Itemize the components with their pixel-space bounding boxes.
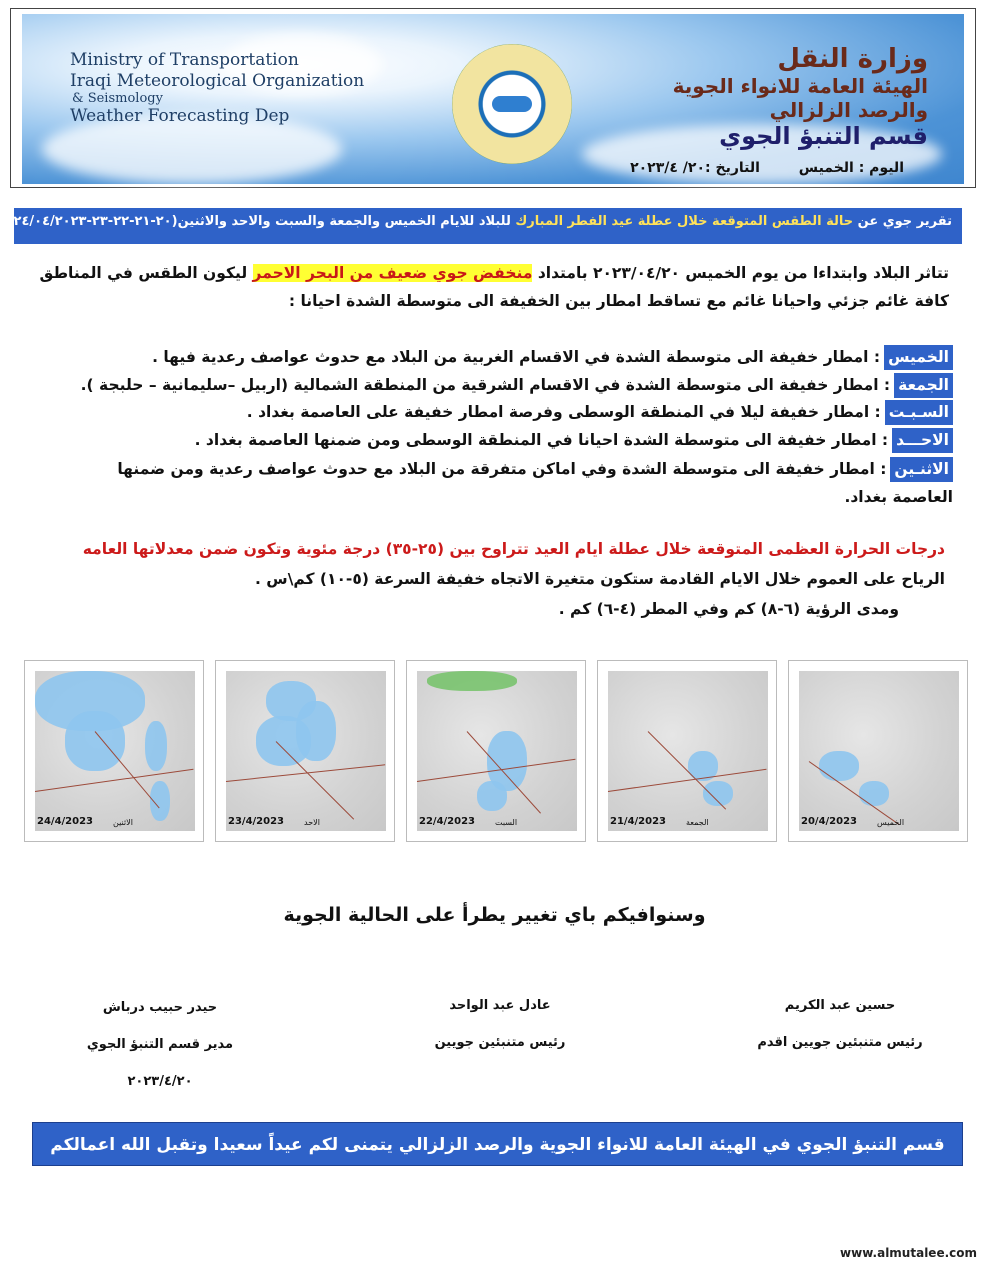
organization-label: Iraqi Meteorological Organization xyxy=(70,71,365,91)
temperature-line: درجات الحرارة العظمى المتوقعة خلال عطلة ايام العيد تتراوح بين (٢٥-٣٥) درجة مئوية وتكون ضمن معدلاتها العامه xyxy=(82,540,945,558)
report-prefix: تقرير جوي عن xyxy=(857,214,952,229)
english-title-block xyxy=(70,50,364,127)
report-suffix: للبلاد للايام الخميس والجمعة والسبت والاحد والاثنين(٢٠-٢١-٢٢-٢٣-٢٤/٠٤/٢٠٢٣ ) xyxy=(3,214,511,229)
visibility-line: ومدى الرؤية (٦-٨) كم وفي المطر (٤-٦) كم . xyxy=(558,600,899,618)
day-row-sunday xyxy=(33,428,953,453)
day-label-saturday: السـبـت xyxy=(885,400,953,425)
forecast-map xyxy=(597,660,777,842)
footer-greeting-bar: قسم التنبؤ الجوي في الهيئة العامة للانواء الجوية والرصد الزلزالي يتمنى لكم عيداً سعيدا وتقبل الله اعمالكم xyxy=(32,1122,963,1166)
intro-part-1: تتاثر البلاد وابتداءا من يوم الخميس ٢٠٢٣/٠٤/٢٠ بامتداد xyxy=(537,264,949,282)
forecast-map xyxy=(406,660,586,842)
day-label-thursday: الخميس xyxy=(884,345,953,370)
signature-middle xyxy=(400,998,600,1072)
signature-name: حسين عبد الكريم xyxy=(784,998,896,1013)
day-label-monday: الاثنـين xyxy=(890,457,953,482)
day-text-thursday: : امطار خفيفة الى متوسطة الشدة في الاقسام الغربية من البلاد مع حدوث عواصف رعدية فيها . xyxy=(152,348,881,366)
day-row-friday xyxy=(33,373,953,398)
map-date: 24/4/2023 xyxy=(37,816,94,827)
ministry-label: Ministry of Transportation xyxy=(70,50,299,70)
organization-logo-icon xyxy=(452,44,572,164)
day-text-sunday: : امطار خفيفة الى متوسطة الشدة احيانا في المنطقة الوسطى ومن ضمنها العاصمة بغداد . xyxy=(194,431,889,449)
rain-map-image xyxy=(226,671,386,831)
report-title-bar xyxy=(3,208,962,244)
signature-date: ٢٠٢٣/٤/٢٠ xyxy=(127,1074,193,1089)
map-day: الخميس xyxy=(877,818,905,827)
seismology-label-ar: والرصد الزلزالي xyxy=(769,98,928,122)
day-label: اليوم : الخميس xyxy=(798,160,904,176)
ministry-label-ar: وزارة النقل xyxy=(777,44,928,74)
intro-line-1 xyxy=(29,262,949,284)
organization-label-ar: الهيئة العامة للانواء الجوية xyxy=(672,74,928,98)
day-text-friday: : امطار خفيفة الى متوسطة الشدة في الاقسام الشرقية من المنطقة الشمالية (اربيل –سليمانية – حلبجة ). xyxy=(80,376,891,394)
signature-director xyxy=(60,1000,260,1111)
signature-title: مدير قسم التنبؤ الجوي xyxy=(86,1037,234,1052)
forecast-map xyxy=(788,660,968,842)
signature-right xyxy=(740,998,940,1072)
wind-line: الرياح على العموم خلال الايام القادمة ستكون متغيرة الاتجاه خفيفة السرعة (٥-١٠) كم\س . xyxy=(255,570,945,588)
map-day: الاحد xyxy=(304,818,320,827)
rain-map-image xyxy=(417,671,577,831)
signature-title: رئيس متنبئين جويين xyxy=(434,1035,566,1050)
forecast-map xyxy=(24,660,204,842)
signature-name: حيدر حبيب درباش xyxy=(102,1000,218,1015)
forecast-maps xyxy=(24,660,968,842)
header-banner xyxy=(22,14,964,184)
day-row-thursday xyxy=(33,345,953,370)
day-label-sunday: الاحـــد xyxy=(892,428,953,453)
watermark: www.almutalee.com xyxy=(840,1246,977,1260)
intro-line-2: كافة غائم جزئي واحيانا غائم مع تساقط امطار بين الخفيفة الى متوسطة الشدة احيانا : xyxy=(288,292,949,310)
map-date: 22/4/2023 xyxy=(419,816,476,827)
report-highlight: حالة الطقس المتوقعة خلال عطلة عيد الفطر المبارك xyxy=(515,214,854,229)
map-day: الجمعة xyxy=(686,818,709,827)
department-label-ar: قسم التنبؤ الجوي xyxy=(719,122,928,150)
date-line xyxy=(596,160,904,176)
day-text-monday: : امطار خفيفة الى متوسطة الشدة وفي اماكن متفرقة من البلاد مع حدوث عواصف رعدية ومن ضمنها xyxy=(117,460,887,478)
map-day: الاثنين xyxy=(113,818,133,827)
map-date: 20/4/2023 xyxy=(801,816,858,827)
map-date: 21/4/2023 xyxy=(610,816,667,827)
rain-map-image xyxy=(608,671,768,831)
day-continuation: العاصمة بغداد. xyxy=(844,488,953,506)
intro-part-2: ليكون الطقس في المناطق xyxy=(39,264,248,282)
day-text-saturday: : امطار خفيفة ليلا في المنطقة الوسطى وفرصة امطار خفيفة على العاصمة بغداد . xyxy=(246,403,881,421)
day-row-saturday xyxy=(33,400,953,425)
map-date: 23/4/2023 xyxy=(228,816,285,827)
intro-highlight: منخفض جوي ضعيف من البحر الاحمر xyxy=(252,264,533,282)
day-label-friday: الجمعة xyxy=(894,373,953,398)
signature-title: رئيس متنبئين جويين اقدم xyxy=(757,1035,923,1050)
closing-message: وسنوافيكم باي تغيير يطرأ على الحالية الجوية xyxy=(283,904,706,926)
department-label: Weather Forecasting Dep xyxy=(70,106,290,126)
seismology-label: & Seismology xyxy=(72,91,163,106)
date-label: التاريخ :٢٠/ ٢٠٢٣/٤ xyxy=(630,160,760,176)
rain-map-image xyxy=(799,671,959,831)
forecast-map xyxy=(215,660,395,842)
signature-name: عادل عبد الواحد xyxy=(449,998,551,1013)
map-day: السبت xyxy=(495,818,518,827)
rain-map-image xyxy=(35,671,195,831)
day-row-monday xyxy=(33,457,953,482)
arabic-title-block xyxy=(673,44,928,150)
